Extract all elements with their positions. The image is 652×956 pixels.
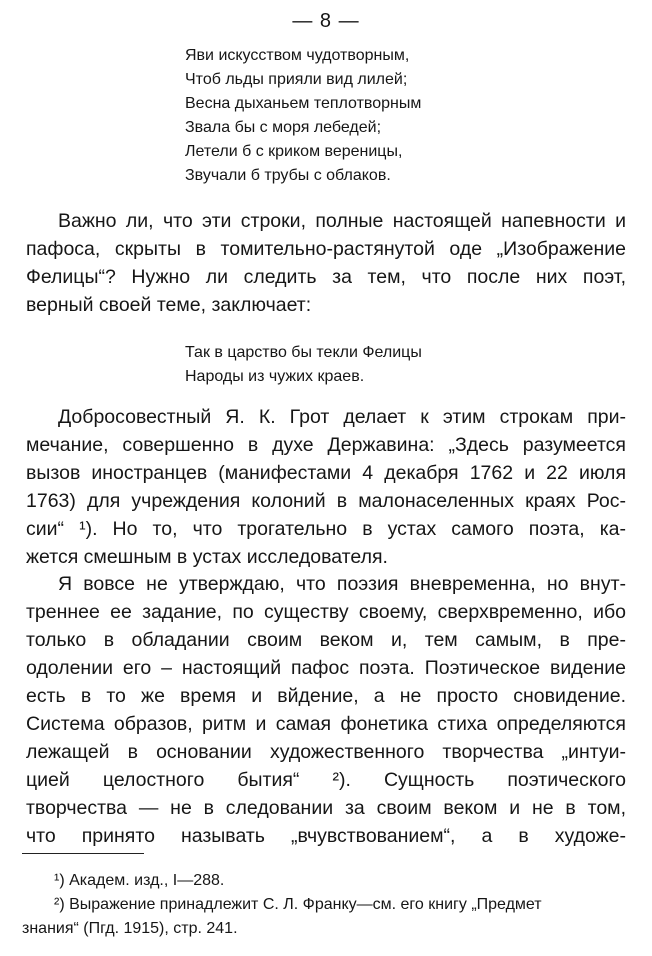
text-line: верный своей теме, заключает: [26,294,312,316]
text-line: одолении его – настоящий пафос поэта. Поэтическое видение [26,657,626,679]
footnotes [22,869,634,941]
verse-line: Яви искусством чудотворным, [185,47,410,64]
text-line: Важно ли, что эти строки, полные настоящей напевности и [58,210,626,232]
paragraph-3 [26,570,626,850]
text-line: Добросовестный Я. К. Грот делает к этим строкам при- [58,406,626,428]
text-line: вызов иностранцев (манифестами 4 декабря 1762 и 22 июля [26,462,626,484]
text-line: Система образов, ритм и самая фонетика стиха определяются [26,713,626,735]
text-line: Фелицы“? Нужно ли следить за тем, что после них поэт, [26,266,626,288]
verse-line: Звучали б трубы с облаков. [185,167,391,184]
page-number: — 8 — [292,10,360,32]
text-line: лежащей в основании художественного творчества „интуи- [26,741,626,763]
text-line: сии“ ¹). Но то, что трогательно в устах самого поэта, ка- [26,518,626,540]
verse-line: Звала бы с моря лебедей; [185,119,382,136]
text-line: Я вовсе не утверждаю, что поэзия вневременна, но внут- [58,573,626,595]
text-line: только в обладании своим веком и, тем самым, в пре- [26,629,626,651]
paragraph-1 [26,207,626,319]
paragraph-2 [26,403,626,571]
text-line: творчества — не в следовании за своим веком и не в том, [26,797,626,819]
text-line: треннее ее задание, по существу своему, сверхвременно, ибо [26,601,626,623]
verse-line: Так в царство бы текли Фелицы [185,344,422,361]
text-line: пафоса, скрыты в томительно-растянутой оде „Изображение [26,238,626,260]
verse-line: Чтоб льды прияли вид лилей; [185,71,408,88]
text-line: цией целостного бытия“ ²). Сущность поэтического [26,769,626,791]
footnote-2: ²) Выражение принадлежит С. Л. Франку—см. его книгу „Предмет [54,896,542,913]
text-line: мечание, совершенно в духе Державина: „Здесь разумеется [26,434,626,456]
verse-quote-2 [185,341,422,389]
verse-line: Народы из чужих краев. [185,368,365,385]
verse-line: Летели б с криком вереницы, [185,143,403,160]
text-line: жется смешным в устах исследователя. [26,546,388,568]
text-line: 1763) для учреждения колоний в малонаселенных краях Рос- [26,490,626,512]
footnote-2-continued: знания“ (Пгд. 1915), стр. 241. [22,920,238,937]
verse-line: Весна дыханьем теплотворным [185,95,422,112]
text-line: есть в то же время и вйдение, а не просто сновидение. [26,685,626,707]
verse-quote-1 [185,44,421,188]
text-line: что принято называть „вчувствованием“, а в художе- [26,825,626,847]
footnote-divider [22,853,144,854]
footnote-1: ¹) Академ. изд., I—288. [54,872,225,889]
